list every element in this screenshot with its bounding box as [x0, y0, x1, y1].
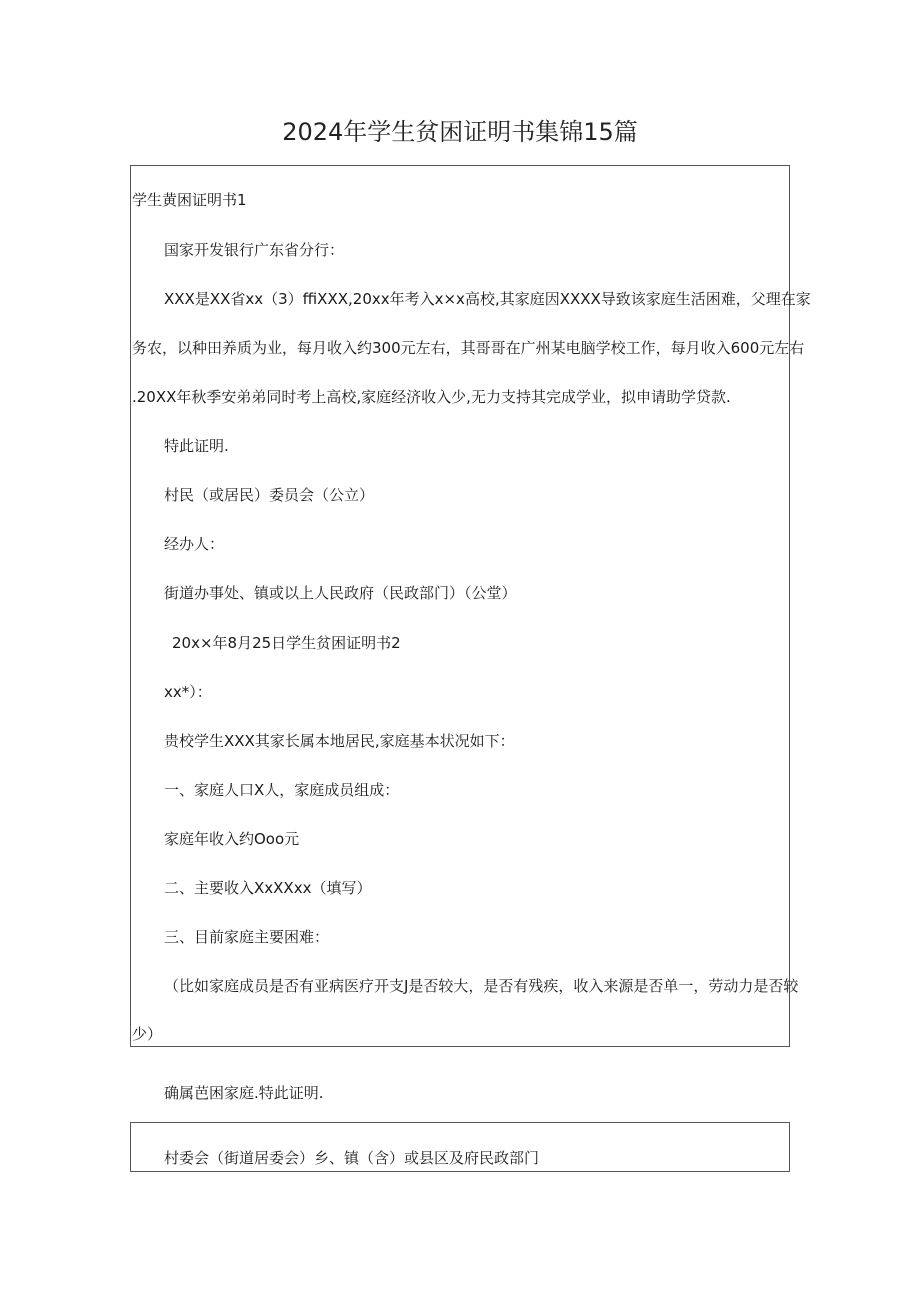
main-income-line: 二、主要收入XxXXxx（填写） — [164, 879, 372, 897]
signatory-line: 村委会（街道居委会）乡、镇（含）或县区及府民政部门 — [164, 1149, 540, 1167]
salutation-line: xx*）： — [164, 683, 212, 701]
committee-line: 村民（或居民）委员会（公立） — [164, 486, 375, 504]
family-size-line: 一、家庭人口X人，家庭成员组成： — [164, 781, 400, 799]
difficulty-line: 三、目前家庭主要困难： — [164, 928, 330, 946]
certificate-heading-1: 学生黄困证明书1 — [132, 191, 247, 209]
difficulty-detail-line-2: 少） — [132, 1025, 163, 1043]
difficulty-detail-line-1: （比如家庭成员是否有亚病医疗开支J是否较大，是否有残疾，收入来源是否单一，劳动力是否较 — [164, 977, 799, 995]
document-title: 2024年学生贫困证明书集锦15篇 — [282, 118, 638, 146]
certify-line: 特此证明. — [164, 437, 229, 455]
body-line-2: 务农，以种田养质为业，每月收入约300元左右，其哥哥在广州某电脑学校工作，每月收入600元左右 — [132, 339, 805, 357]
income-line: 家庭年收入约Ooo元 — [164, 830, 300, 848]
student-line: 贵校学生XXX其家长属本地居民,家庭基本状况如下： — [164, 732, 515, 750]
body-line-3: .20XX年秋季安弟弟同时考上高校,家庭经济收入少,无力支持其完成学业，拟申请助学贷款. — [132, 388, 731, 406]
handler-line: 经办人： — [164, 535, 225, 553]
body-line-1: XXX是XX省xx（3）ffiXXX,20xx年考入x×x高校,其家庭因XXXX导致该家庭生活困难，父理在家 — [164, 290, 811, 308]
government-line: 街道办事处、镇或以上人民政府（民政部门）（公堂） — [164, 584, 517, 602]
addressee-line: 国家开发银行广东省分行： — [164, 241, 345, 259]
certificate-heading-2: 20x×年8月25日学生贫困证明书2 — [172, 634, 401, 652]
confirm-line: 确属芭困家庭.特此证明. — [164, 1084, 324, 1102]
